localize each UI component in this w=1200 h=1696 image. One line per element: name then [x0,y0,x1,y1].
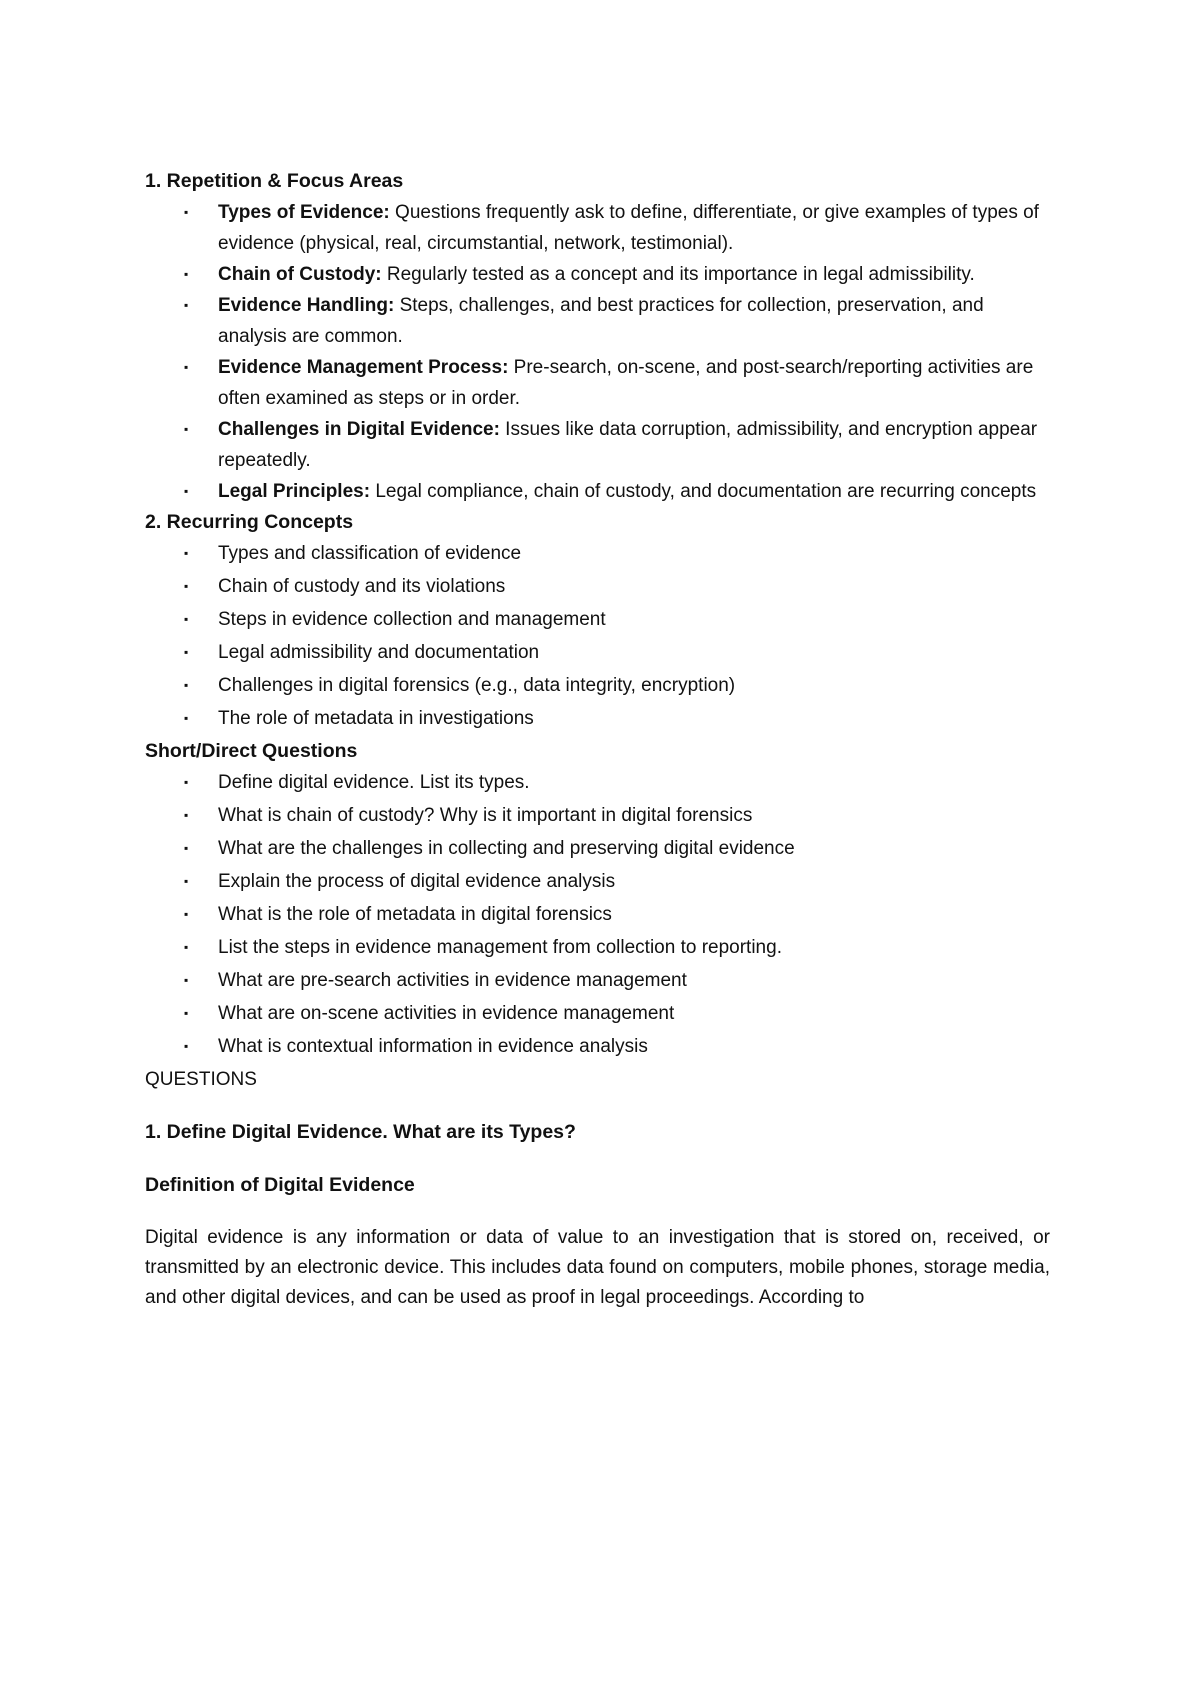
list-item: ▪ Types and classification of evidence [145,538,1050,569]
list-item: ▪ What is the role of metadata in digital forensics [145,899,1050,930]
focus-areas-list [145,197,1050,507]
list-item [145,476,1050,507]
list-item-term: Evidence Management Process: [218,357,509,378]
list-item: ▪ Legal admissibility and documentation [145,637,1050,668]
list-item: ▪ Define digital evidence. List its types. [145,767,1050,798]
spacer [145,1201,1050,1223]
list-item: ▪ Steps in evidence collection and management [145,604,1050,635]
list-item-text: Pre-search, on-scene, and post-search/reporting activities are often examined as steps or in order. [218,357,1034,409]
list-item-text: Legal compliance, chain of custody, and documentation are recurring concepts [370,481,1037,502]
section-heading-repetition: 1. Repetition & Focus Areas [145,170,404,192]
list-item [145,259,1050,290]
definition-heading: Definition of Digital Evidence [145,1174,415,1196]
list-item: ▪ The role of metadata in investigations [145,703,1050,734]
list-item-text: Regularly tested as a concept and its importance in legal admissibility. [381,264,975,285]
list-item-text: Questions frequently ask to define, differentiate, or give examples of types of evidence (physical, real, circumstantial, network, testimonial). [218,202,1039,254]
list-item-term: Legal Principles: [218,481,371,502]
list-item [145,197,1050,259]
list-item: ▪ What are on-scene activities in evidence management [145,998,1050,1029]
list-item: ▪ Chain of custody and its violations [145,571,1050,602]
list-item: ▪ Challenges in digital forensics (e.g., data integrity, encryption) [145,670,1050,701]
list-item [145,414,1050,476]
question-1-heading: 1. Define Digital Evidence. What are its Types? [145,1121,576,1143]
spacer [145,1095,1050,1117]
list-item-term: Challenges in Digital Evidence: [218,419,500,440]
list-item-term: Evidence Handling: [218,295,395,316]
short-questions-list [145,767,1050,1062]
document-content [145,166,1050,1313]
list-item: ▪ What is contextual information in evidence analysis [145,1031,1050,1062]
list-item [145,290,1050,352]
list-item: ▪ Explain the process of digital evidence analysis [145,866,1050,897]
section-heading-recurring-concepts: 2. Recurring Concepts [145,511,354,533]
recurring-concepts-list [145,538,1050,734]
list-item [145,352,1050,414]
list-item-text: Steps, challenges, and best practices for collection, preservation, and analysis are common. [218,295,984,347]
list-item: ▪ What is chain of custody? Why is it important in digital forensics [145,800,1050,831]
definition-paragraph: Digital evidence is any information or data of value to an investigation that is stored on, received, or transmitted by an electronic device. This includes data found on computers, mobile phones, storage media, and other digital devices, and can be used as proof in legal proceedings. According to [145,1227,1050,1308]
list-item-text: Issues like data corruption, admissibility, and encryption appear repeatedly. [218,419,1038,471]
spacer [145,1148,1050,1170]
list-item-term: Chain of Custody: [218,264,382,285]
list-item: ▪ List the steps in evidence management from collection to reporting. [145,932,1050,963]
section-heading-short-questions: Short/Direct Questions [145,740,358,762]
list-item: ▪ What are pre-search activities in evidence management [145,965,1050,996]
list-item: ▪ What are the challenges in collecting and preserving digital evidence [145,833,1050,864]
list-item-term: Types of Evidence: [218,202,390,223]
questions-label: QUESTIONS [145,1069,257,1090]
